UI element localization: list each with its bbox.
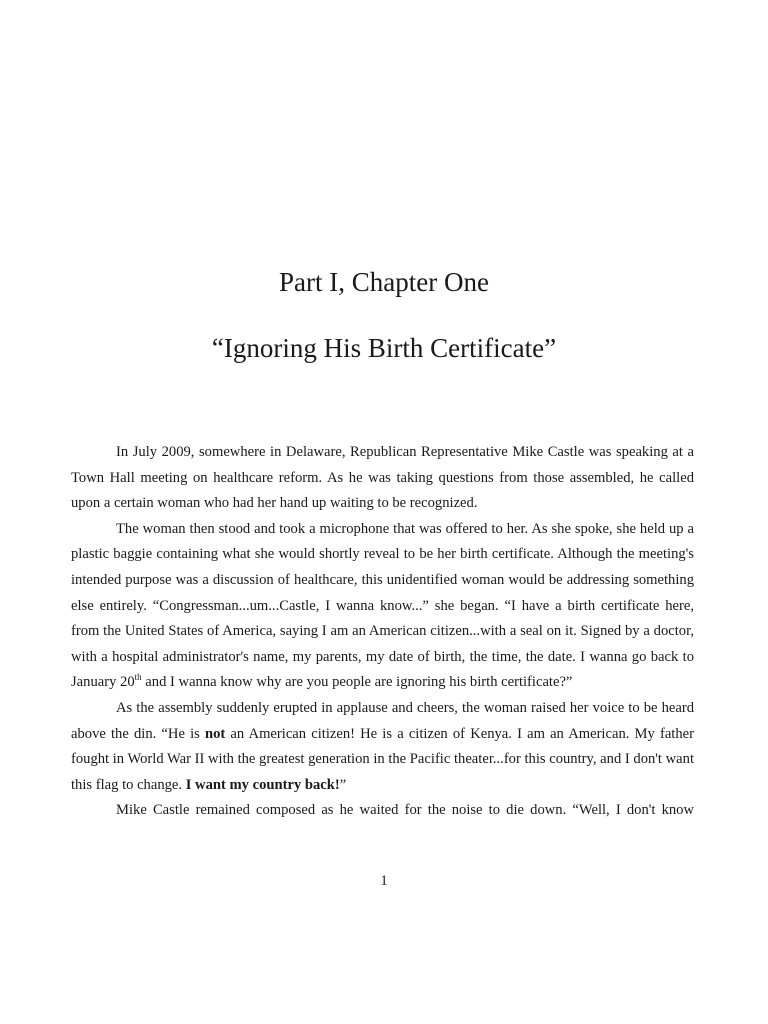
ordinal-superscript: th [134,672,142,683]
body-text [71,440,694,824]
paragraph-1: In July 2009, somewhere in Delaware, Republican Representative Mike Castle was speaking at a Town Hall meeting on healthcare reform. As he was taking questions from those assembled, he called upon a certain woman who had her hand up waiting to be recognized. [71,444,694,512]
paragraph-3-text-b: an American citizen! He is a citizen of Kenya. I am an American. My father fought in World War II with the greatest generation in the Pacific theater...for this country, and I don't want this flag to change. [71,725,694,793]
page-number: 1 [380,873,388,889]
paragraph-2 [71,517,694,696]
emphasis-not: not [204,725,226,742]
paragraph-2-text-b: and I wanna know why are you people are ignoring his birth certificate?” [141,674,573,691]
chapter-title: Part I, Chapter One [279,267,489,297]
emphasis-quote: I want my country back! [185,776,340,793]
paragraph-3-text-c: ” [339,776,347,793]
paragraph-3 [71,696,694,798]
chapter-subtitle: “Ignoring His Birth Certificate” [211,333,557,363]
paragraph-4: Mike Castle remained composed as he waited for the noise to die down. “Well, I don't know [116,802,694,819]
paragraph-2-text-a: The woman then stood and took a microphone that was offered to her. As she spoke, she held up a plastic baggie containing what she would shortly reveal to be her birth certificate. Although the meeting's intended purpose was a discussion of healthcare, this unidentified woman would be addressing something else entirely. “Congressman...um...Castle, I wanna know...” she began. “I have a birth certificate here, from the United States of America, saying I am an American citizen...with a seal on it. Signed by a doctor, with a hospital administrator's name, my parents, my date of birth, the time, the date. I wanna go back to January 20 [71,520,694,691]
paragraph-3-text-a: As the assembly suddenly erupted in applause and cheers, the woman raised her voice to be heard above the din. “He is [71,699,694,742]
